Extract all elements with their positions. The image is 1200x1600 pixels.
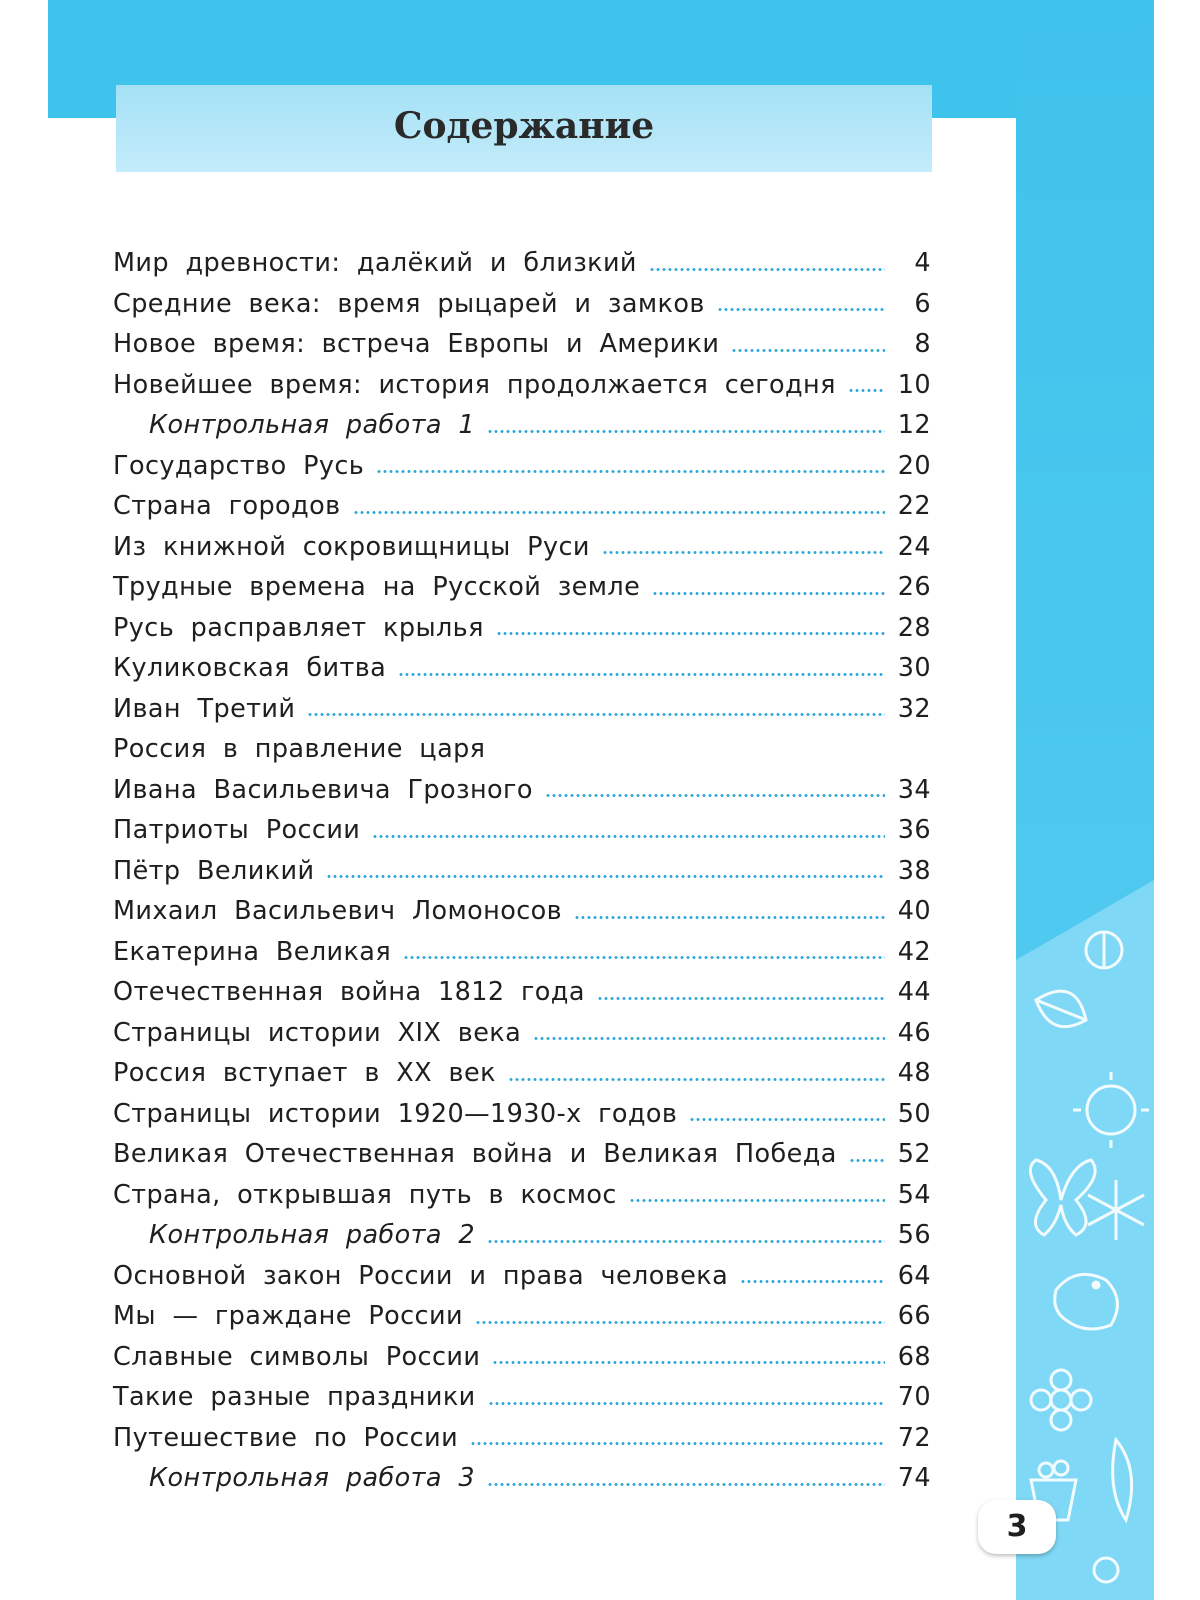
- toc-entry-page: 56: [897, 1220, 931, 1250]
- toc-entry-title: Россия вступает в XX век: [113, 1058, 496, 1088]
- toc-entry-page: 38: [897, 855, 931, 886]
- table-of-contents: [113, 242, 931, 1498]
- toc-entry-page: 12: [897, 410, 931, 440]
- toc-leader-dots: [574, 916, 885, 919]
- toc-leader-dots: [652, 592, 885, 595]
- toc-entry-page: 4: [914, 248, 931, 278]
- toc-entry: [113, 364, 931, 405]
- toc-leader-dots: [403, 956, 885, 959]
- toc-entry-page: 28: [897, 612, 931, 643]
- toc-entry-title: Русь расправляет крылья: [113, 612, 484, 643]
- toc-leader-dots: [326, 875, 885, 878]
- toc-entry-page: 22: [897, 491, 931, 521]
- toc-entry: [113, 566, 931, 607]
- toc-entry: [113, 1457, 931, 1498]
- toc-entry-page: 34: [897, 774, 931, 805]
- toc-leader-dots: [492, 1361, 885, 1364]
- toc-leader-dots: [649, 268, 885, 271]
- toc-entry: [113, 890, 931, 931]
- toc-entry: [113, 1174, 931, 1215]
- toc-entry: [113, 931, 931, 972]
- toc-entry-title: Отечественная война 1812 года: [113, 977, 585, 1007]
- toc-entry-title: Государство Русь: [113, 450, 365, 481]
- toc-entry-page: 40: [897, 896, 931, 926]
- toc-entry-title: Из книжной сокровищницы Руси: [113, 531, 590, 562]
- toc-entry: [113, 647, 931, 688]
- toc-entry: [113, 1052, 931, 1093]
- toc-entry-title: Страна городов: [113, 491, 341, 521]
- toc-leader-dots: [597, 997, 885, 1000]
- toc-entry-title: Славные символы России: [113, 1341, 481, 1372]
- toc-leader-dots: [487, 1240, 885, 1243]
- toc-entry-title: Иван Третий: [113, 693, 296, 724]
- toc-entry-page: 52: [897, 1139, 931, 1169]
- toc-entry-page: 46: [897, 1017, 931, 1048]
- toc-leader-dots: [487, 1483, 885, 1486]
- toc-entry: [113, 1133, 931, 1174]
- toc-entry-page: 68: [897, 1341, 931, 1372]
- toc-leader-dots: [372, 835, 885, 838]
- toc-entry: [113, 809, 931, 850]
- toc-leader-dots: [629, 1199, 885, 1202]
- toc-leader-dots: [740, 1280, 885, 1283]
- toc-entry: [113, 526, 931, 567]
- toc-entry-title: Контрольная работа 2: [149, 1220, 476, 1250]
- toc-leader-dots: [533, 1037, 885, 1040]
- toc-leader-dots: [353, 511, 885, 514]
- toc-entry-page: 72: [897, 1422, 931, 1453]
- toc-entry: [113, 607, 931, 648]
- toc-entry-page: 26: [897, 572, 931, 602]
- toc-entry: [113, 404, 931, 445]
- toc-entry: [113, 1093, 931, 1134]
- toc-leader-dots: [602, 551, 885, 554]
- toc-leader-dots: [717, 308, 885, 311]
- toc-entry-title: Пётр Великий: [113, 855, 315, 886]
- toc-entry: [113, 1012, 931, 1053]
- toc-entry: [113, 242, 931, 283]
- toc-entry: [113, 323, 931, 364]
- toc-entry-page: 30: [897, 653, 931, 683]
- toc-entry: [113, 445, 931, 486]
- page-number: 3: [978, 1500, 1056, 1554]
- toc-entry-page: 42: [897, 936, 931, 967]
- toc-entry-page: 24: [897, 531, 931, 562]
- toc-entry-page: 6: [914, 288, 931, 319]
- toc-entry-page: 54: [897, 1179, 931, 1210]
- toc-leader-dots: [496, 632, 885, 635]
- toc-entry-title: Контрольная работа 1: [149, 410, 476, 440]
- toc-entry-title: Куликовская битва: [113, 653, 387, 683]
- toc-entry-title: Путешествие по России: [113, 1422, 459, 1453]
- toc-leader-dots: [470, 1442, 885, 1445]
- toc-entry: [113, 850, 931, 891]
- toc-entry: [113, 971, 931, 1012]
- toc-entry-page: 44: [897, 977, 931, 1007]
- toc-entry-title: Патриоты России: [113, 815, 361, 845]
- toc-entry: [113, 688, 931, 729]
- toc-entry: [113, 1376, 931, 1417]
- toc-entry-page: 8: [914, 329, 931, 359]
- toc-entry-page: 64: [897, 1260, 931, 1291]
- toc-entry-page: 48: [897, 1058, 931, 1088]
- toc-entry-page: 66: [897, 1301, 931, 1331]
- toc-leader-dots: [307, 713, 885, 716]
- toc-entry: [113, 1214, 931, 1255]
- toc-entry: [113, 283, 931, 324]
- toc-entry: [113, 485, 931, 526]
- toc-entry-title: Страна, открывшая путь в космос: [113, 1179, 617, 1210]
- toc-leader-dots: [487, 430, 885, 433]
- toc-entry-title: Такие разные праздники: [113, 1382, 476, 1412]
- toc-entry-title: Новое время: встреча Европы и Америки: [113, 329, 720, 359]
- toc-entry: [113, 1336, 931, 1377]
- toc-entry-title: Средние века: время рыцарей и замков: [113, 288, 705, 319]
- toc-entry-title: Великая Отечественная война и Великая Победа: [113, 1139, 837, 1169]
- toc-entry-title: Новейшее время: история продолжается сегодня: [113, 369, 836, 400]
- toc-entry-title: Контрольная работа 3: [149, 1463, 476, 1493]
- toc-leader-dots: [731, 349, 885, 352]
- toc-entry: [113, 1417, 931, 1458]
- toc-leader-dots: [475, 1321, 885, 1324]
- toc-leader-dots: [398, 673, 885, 676]
- toc-leader-dots: [848, 389, 885, 392]
- toc-entry-title: Мы — граждане России: [113, 1301, 463, 1331]
- toc-entry-page: 74: [897, 1463, 931, 1493]
- toc-entry-title: Основной закон России и права человека: [113, 1260, 729, 1291]
- toc-entry-page: 32: [897, 693, 931, 724]
- page-title: Содержание: [393, 105, 655, 147]
- toc-entry: [113, 728, 931, 769]
- toc-entry-title: Трудные времена на Русской земле: [113, 572, 641, 602]
- contents-header: [116, 85, 932, 172]
- toc-entry-title: Екатерина Великая: [113, 936, 392, 967]
- toc-entry-title: Ивана Васильевича Грозного: [113, 774, 533, 805]
- toc-entry-page: 70: [897, 1382, 931, 1412]
- toc-entry-title: Михаил Васильевич Ломоносов: [113, 896, 563, 926]
- toc-entry-title: Страницы истории 1920—1930-х годов: [113, 1098, 678, 1129]
- toc-entry-page: 36: [897, 815, 931, 845]
- toc-leader-dots: [508, 1078, 885, 1081]
- toc-leader-dots: [689, 1118, 885, 1121]
- toc-leader-dots: [488, 1402, 885, 1405]
- toc-entry-page: 10: [897, 369, 931, 400]
- toc-leader-dots: [376, 470, 885, 473]
- toc-leader-dots: [849, 1159, 885, 1162]
- toc-entry-title: Страницы истории XIX века: [113, 1017, 522, 1048]
- toc-entry: [113, 1295, 931, 1336]
- decorative-pattern: [1016, 880, 1154, 1600]
- toc-entry-title: Россия в правление царя: [113, 734, 486, 764]
- toc-leader-dots: [545, 794, 885, 797]
- toc-entry-page: 50: [897, 1098, 931, 1129]
- toc-entry: [113, 1255, 931, 1296]
- toc-entry: [113, 769, 931, 810]
- toc-entry-page: 20: [897, 450, 931, 481]
- toc-entry-title: Мир древности: далёкий и близкий: [113, 248, 637, 278]
